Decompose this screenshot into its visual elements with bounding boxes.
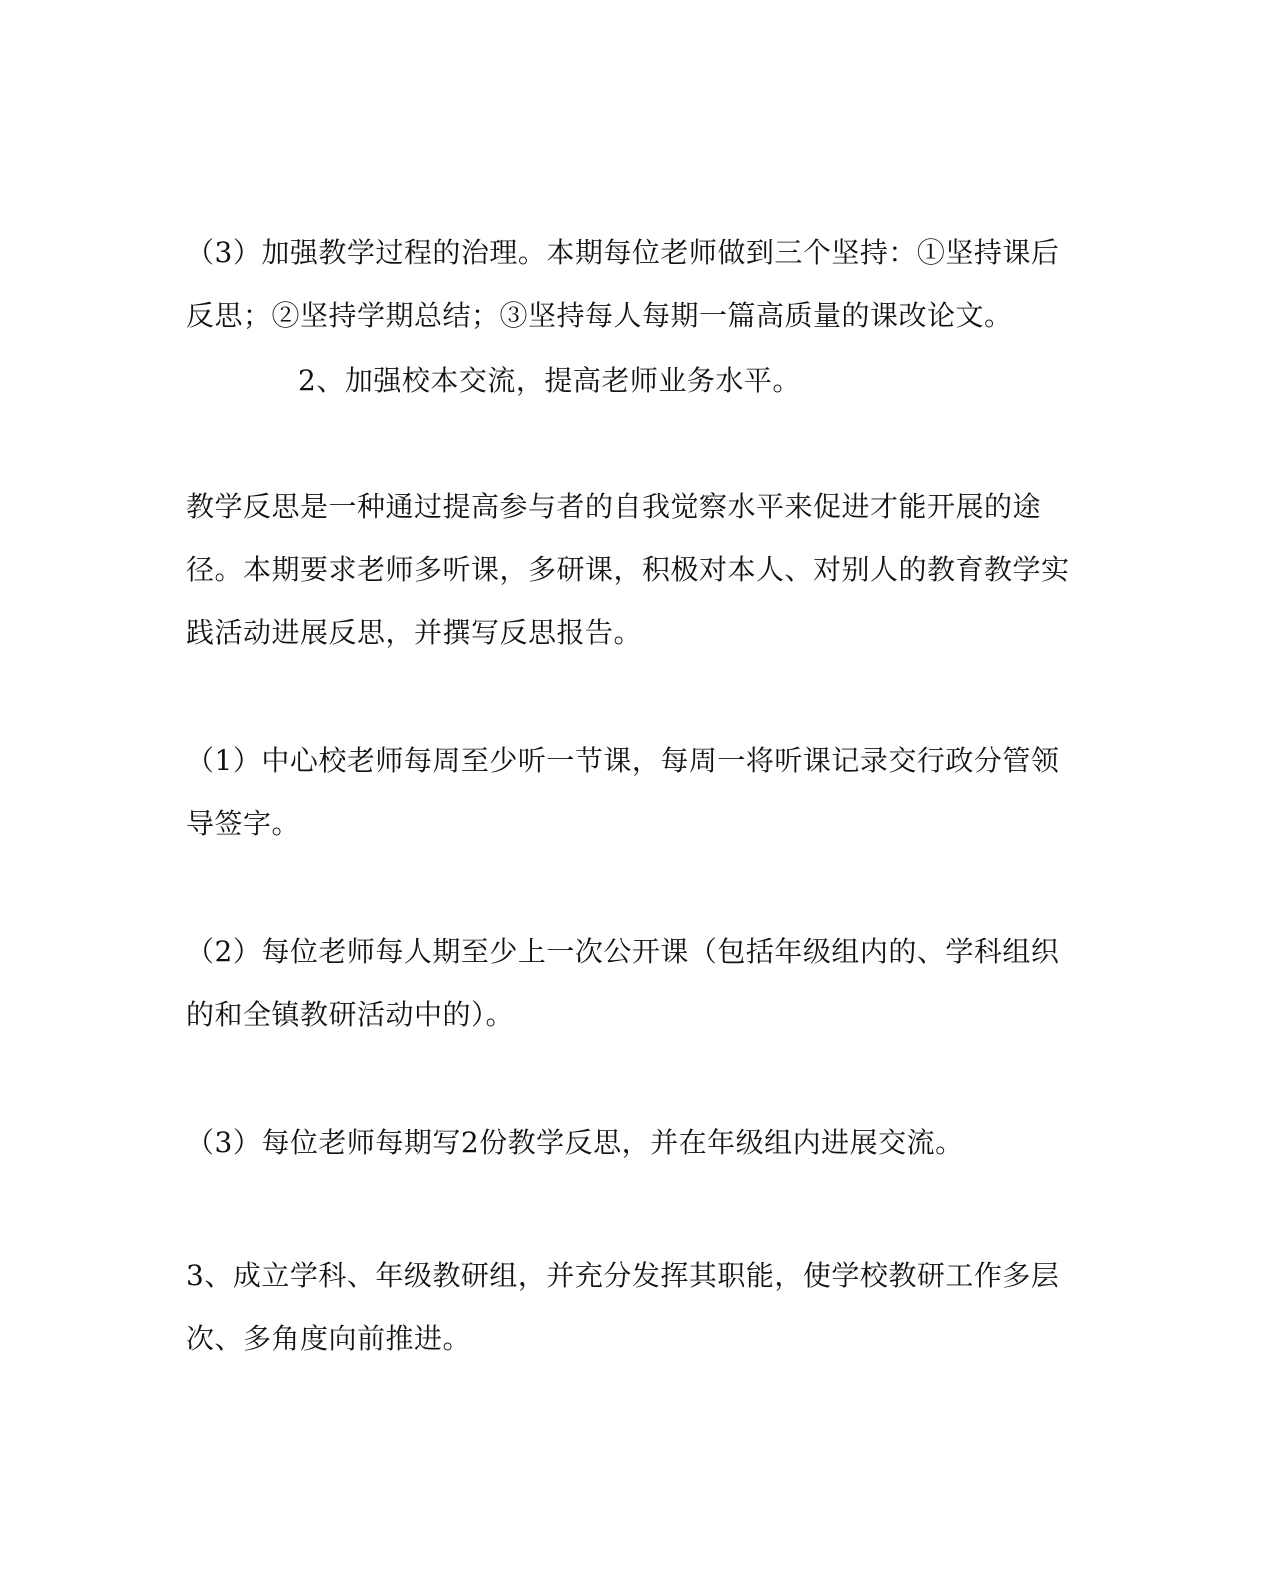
paragraph-heading-research-groups: 3、成立学科、年级教研组，并充分发挥其职能，使学校教研工作多层次、多角度向前推进。 <box>186 1259 1060 1355</box>
paragraph-item-1-lesson-observation: （1）中心校老师每周至少听一节课，每周一将听课记录交行政分管领导签字。 <box>186 744 1060 840</box>
paragraph-item-3-reflection-reports: （3）每位老师每期写2份教学反思，并在年级组内进展交流。 <box>186 1126 964 1159</box>
paragraph-heading-school-exchange: 2、加强校本交流，提高老师业务水平。 <box>298 364 801 397</box>
paragraph-item-2-open-class: （2）每位老师每人期至少上一次公开课（包括年级组内的、学科组织的和全镇教研活动中的）。 <box>186 935 1060 1031</box>
paragraph-process-management: （3）加强教学过程的治理。本期每位老师做到三个坚持：①坚持课后反思；②坚持学期总结；③坚持每人每期一篇高质量的课改论文。 <box>186 236 1060 332</box>
paragraph-teaching-reflection: 教学反思是一种通过提高参与者的自我觉察水平来促进才能开展的途径。本期要求老师多听课，多研课，积极对本人、对别人的教育教学实践活动进展反思，并撰写反思报告。 <box>186 490 1070 649</box>
